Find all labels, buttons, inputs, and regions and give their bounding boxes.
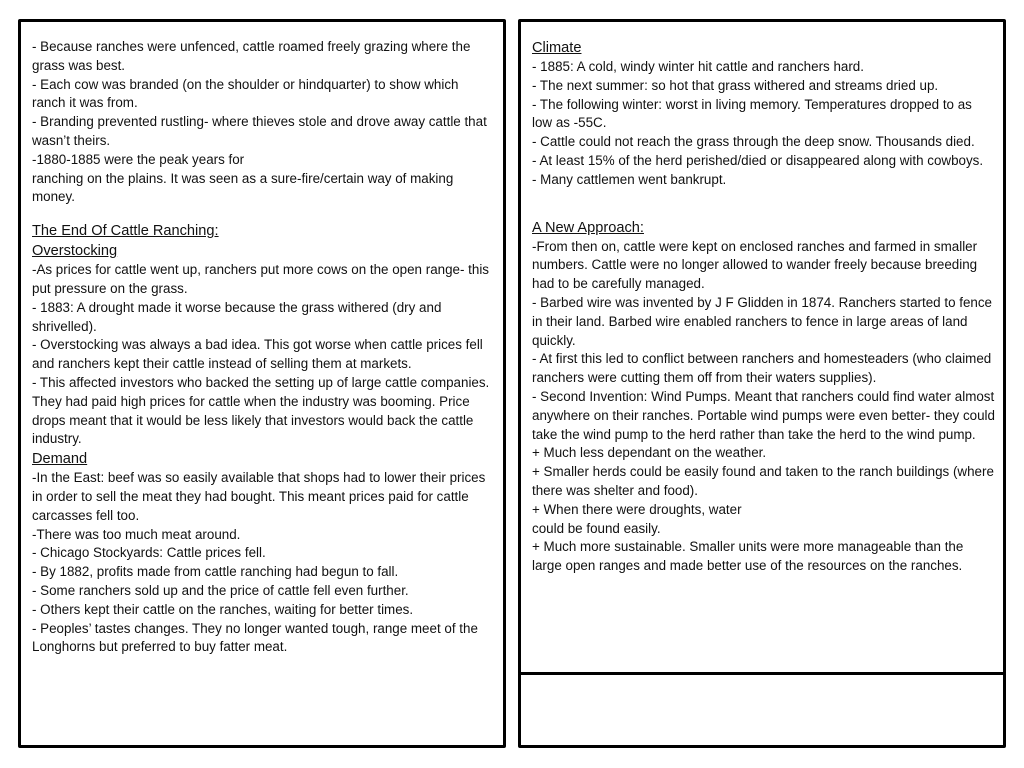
list-item: - Many cattlemen went bankrupt.: [532, 171, 727, 187]
intro-line: ranching on the plains. It was seen as a sure-fire/certain way of making money.: [32, 170, 454, 205]
list-item: - The following winter: worst in living memory. Temperatures dropped to as low as -55C.: [532, 96, 972, 131]
demand-list: [32, 469, 495, 657]
demand-heading: Demand: [32, 451, 88, 468]
intro-line: - Each cow was branded (on the shoulder or hindquarter) to show which ranch it was from.: [32, 76, 459, 111]
climate-heading: Climate: [532, 40, 582, 56]
new-approach-list: [532, 238, 995, 576]
list-item: - Peoples’ tastes changes. They no longer wanted tough, range meet of the Longhorns but preferred to buy fatter meat.: [32, 620, 478, 655]
intro-line: -1880-1885 were the peak years for: [32, 151, 245, 167]
section-title: The End Of Cattle Ranching:: [32, 223, 219, 240]
list-item: - By 1882, profits made from cattle ranching had begun to fall.: [32, 564, 399, 580]
list-item: - Barbed wire was invented by J F Glidden in 1874. Ranchers started to fence in their land. Barbed wire enabled ranchers to fence in large areas of land quickly.: [532, 294, 992, 348]
list-item: - Overstocking was always a bad idea. This got worse when cattle prices fell and ranchers kept their cattle instead of selling them at markets.: [32, 337, 483, 372]
list-item: - Some ranchers sold up and the price of cattle fell even further.: [32, 582, 409, 598]
intro-line: - Branding prevented rustling- where thieves stole and drove away cattle that wasn’t theirs.: [32, 114, 487, 148]
list-item: - 1883: A drought made it worse because the grass withered (dry and shrivelled).: [32, 299, 442, 334]
intro-block: [32, 38, 495, 207]
list-item: - 1885: A cold, windy winter hit cattle and ranchers hard.: [532, 59, 864, 74]
climate-list: [532, 58, 995, 190]
list-item: - Second Invention: Wind Pumps. Meant that ranchers could find water almost anywhere on their ranches. Portable wind pumps were even better- they could take the wind pump to the herd rather than take the herd to the wind pump.: [532, 388, 995, 442]
overstocking-list: [32, 261, 495, 449]
list-item: + Smaller herds could be easily found and taken to the ranch buildings (where there was shelter and food).: [532, 464, 994, 498]
empty-panel: [518, 672, 1006, 748]
list-item: -As prices for cattle went up, ranchers put more cows on the open range- this put pressure on the grass.: [32, 262, 489, 296]
new-approach-heading: A New Approach:: [532, 219, 644, 236]
list-item: - Cattle could not reach the grass through the deep snow. Thousands died.: [532, 134, 975, 150]
list-item: - Others kept their cattle on the ranches, waiting for better times.: [32, 601, 414, 617]
list-item: -There was too much meat around.: [32, 526, 241, 542]
intro-line: - Because ranches were unfenced, cattle roamed freely grazing where the grass was best.: [32, 39, 471, 73]
left-text-panel: [18, 19, 506, 748]
overstocking-heading: Overstocking: [32, 243, 118, 260]
list-item: + Much more sustainable. Smaller units were more manageable than the large open ranges and made better use of the resources on the ranches.: [532, 539, 964, 574]
list-item: - At least 15% of the herd perished/died or disappeared along with cowboys.: [532, 152, 984, 168]
list-item: could be found easily.: [532, 520, 661, 536]
list-item: - At first this led to conflict between ranchers and homesteaders (who claimed ranchers were cutting them off from their waters supplies).: [532, 351, 992, 386]
list-item: - The next summer: so hot that grass withered and streams dried up.: [532, 77, 939, 93]
list-item: -From then on, cattle were kept on enclosed ranches and farmed in smaller numbers. Cattle were no longer allowed to wander freely because breeding had to be carefully managed.: [532, 238, 978, 292]
list-item: - Chicago Stockyards: Cattle prices fell.: [32, 545, 266, 561]
list-item: - This affected investors who backed the setting up of large cattle companies. They had paid high prices for cattle when the industry was booming. Price drops meant that it would be less likely that investors would back the cattle industry.: [32, 374, 490, 447]
list-item: + Much less dependant on the weather.: [532, 445, 767, 461]
right-text-panel: [518, 19, 1006, 675]
list-item: + When there were droughts, water: [532, 501, 742, 517]
list-item: -In the East: beef was so easily available that shops had to lower their prices in order to sell the meat they had bought. This meant prices paid for cattle carcasses fell too.: [32, 470, 486, 523]
